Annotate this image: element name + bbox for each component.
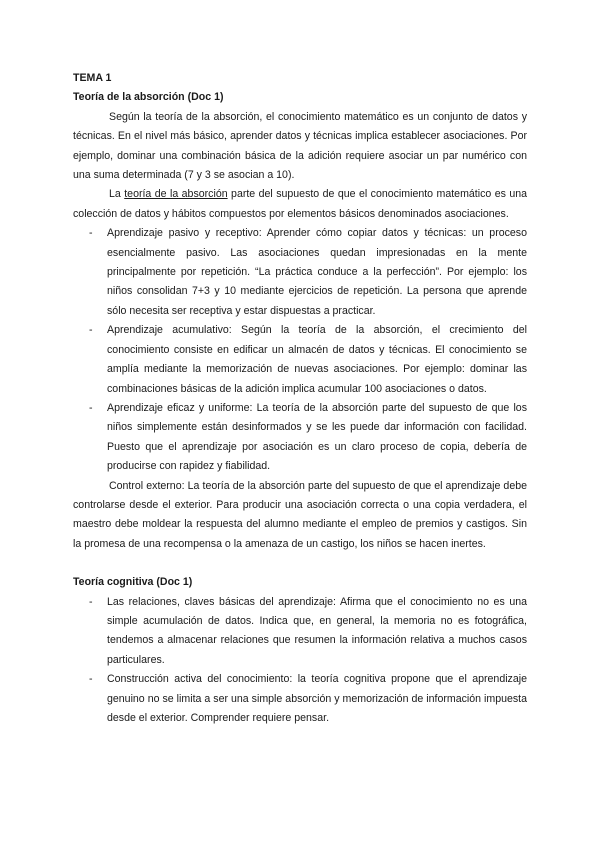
paragraph-rest: parte del supuesto de que el conocimiento matemático es una colección de datos y hábitos compuestos por elementos básicos denominados asociaciones. bbox=[73, 188, 528, 220]
paragraph-absorcion-intro: Según la teoría de la absorción, el conocimiento matemático es un conjunto de datos y técnicas. En el nivel más básico, aprender datos y técnicas implica establecer asociaciones. Por ejemplo, dominar una combinación básica de la adición requiere asociar un par numérico con una suma determinada (7 y 3 se asocian a 10). bbox=[73, 110, 527, 182]
section-spacer bbox=[73, 554, 527, 573]
paragraph-absorcion-definition bbox=[73, 185, 527, 224]
section-title-absorcion: Teoría de la absorción (Doc 1) bbox=[73, 91, 224, 104]
list-item: - Construcción activa del conocimiento: la teoría cognitiva propone que el aprendizaje genuino no se limita a ser una simple absorción y memorización de información impuesta desde el exterior. Comprender requiere pensar. bbox=[107, 670, 527, 728]
list-item: - Aprendizaje pasivo y receptivo: Aprender cómo copiar datos y técnicas: un proceso esencialmente pasivo. Las asociaciones quedan impresionadas en la mente principalmente por repetición. “La práctica conduce a la perfección”. Por ejemplo: los niños consolidan 7+3 y 10 mediante ejercicios de repetición. La persona que aprende sólo necesita ser receptiva y estar dispuestas a practicar. bbox=[107, 224, 527, 321]
paragraph-control-externo: Control externo: La teoría de la absorción parte del supuesto de que el aprendizaje debe controlarse desde el exterior. Para producir una asociación correcta o una copia verdadera, el maestro debe moldear la respuesta del alumno mediante el empleo de premios y castigos. Sin la promesa de una recompensa o la amenaza de un castigo, los niños se hacen inertes. bbox=[73, 479, 527, 550]
paragraph-lead: La bbox=[109, 188, 125, 201]
absorcion-list bbox=[73, 224, 527, 476]
list-item: - Las relaciones, claves básicas del aprendizaje: Afirma que el conocimiento no es una simple acumulación de datos. Indica que, en general, la memoria no es fotográfica, tendemos a almacenar relaciones que resumen la información relativa a muchos casos particulares. bbox=[107, 593, 527, 671]
list-item: - Aprendizaje acumulativo: Según la teoría de la absorción, el crecimiento del conocimiento consiste en edificar un almacén de datos y técnicas. El conocimiento se amplía mediante la memorización de nuevas asociaciones. Por ejemplo: dominar las combinaciones básicas de la adición implica acumular 100 asociaciones o datos. bbox=[107, 321, 527, 399]
section-title-cognitiva: Teoría cognitiva (Doc 1) bbox=[73, 576, 193, 589]
list-item: - Aprendizaje eficaz y uniforme: La teoría de la absorción parte del supuesto de que los niños simplemente están desinformados y se les puede dar información con facilidad. Puesto que el aprendizaje por asociación es un claro proceso de copia, debería de producirse con rapidez y fiabilidad. bbox=[107, 399, 527, 477]
underlined-term: teoría de la absorción bbox=[124, 188, 228, 201]
tema-heading: TEMA 1 bbox=[73, 72, 112, 84]
cognitiva-list bbox=[73, 593, 527, 729]
